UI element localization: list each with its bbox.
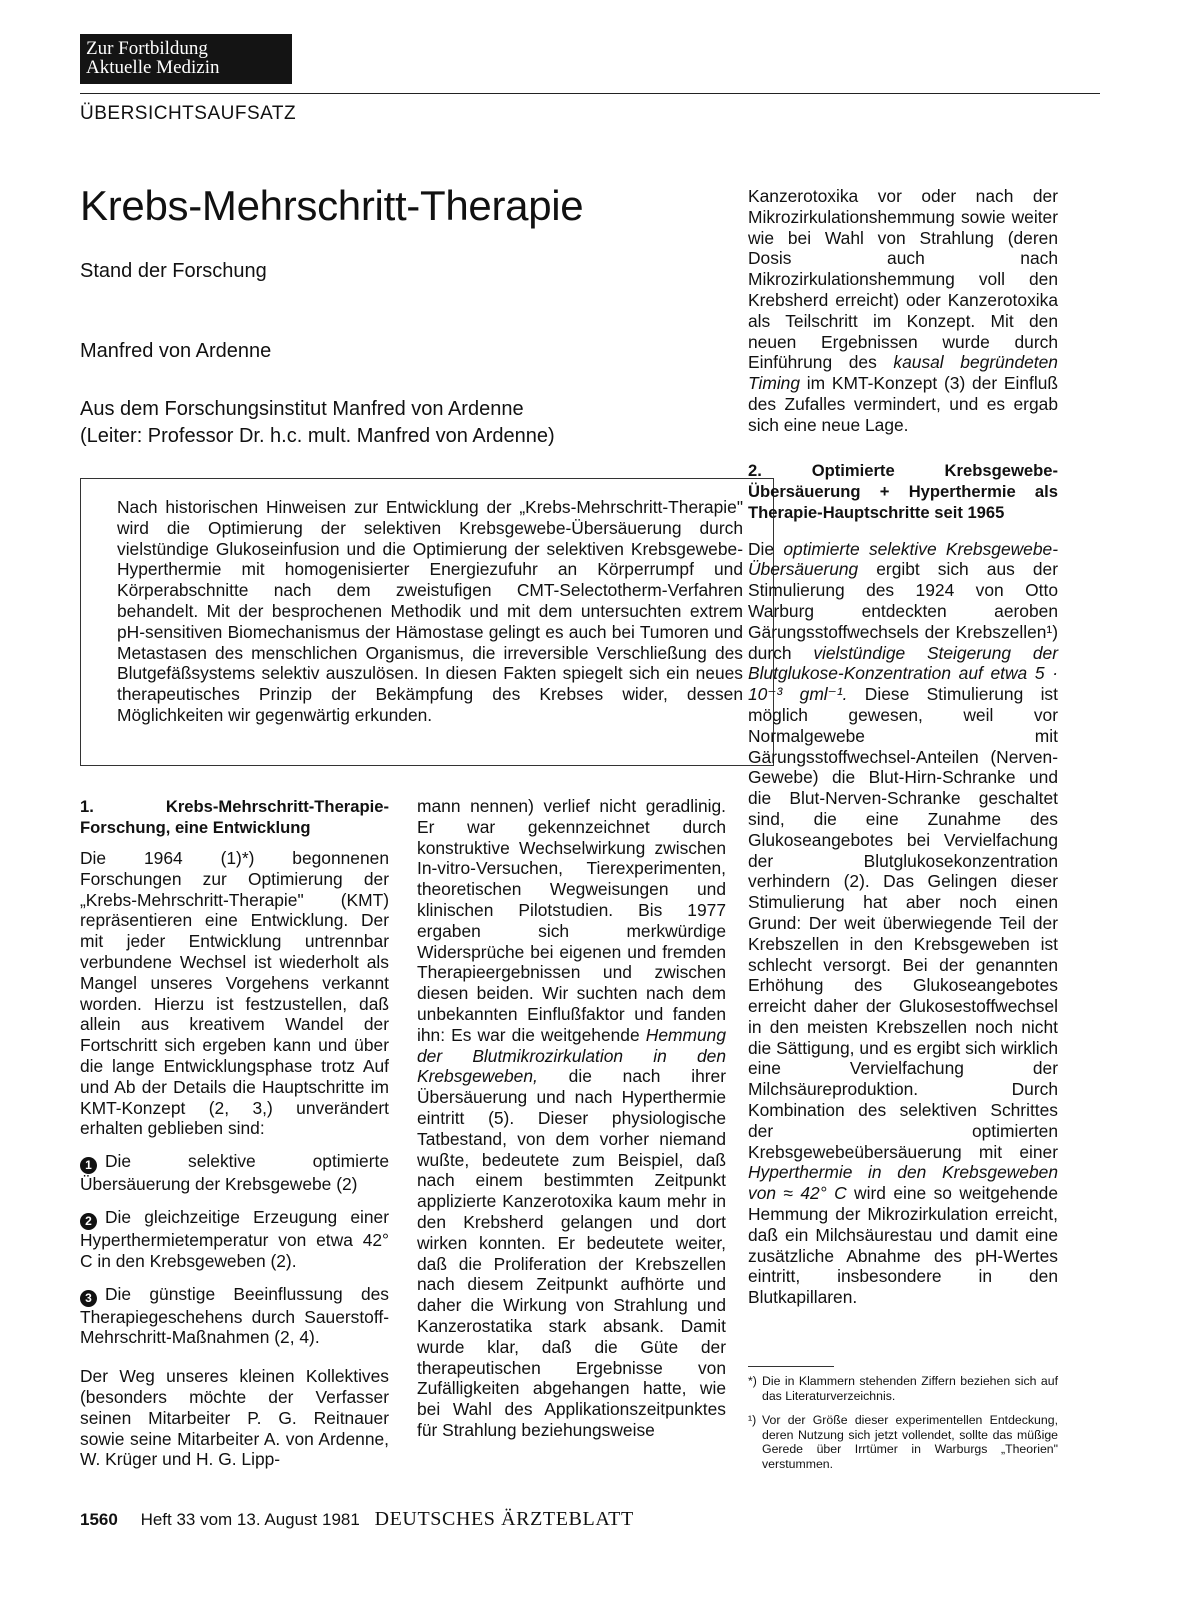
affiliation-line2: (Leiter: Professor Dr. h.c. mult. Manfred von Ardenne): [80, 425, 555, 447]
author-affiliation: [80, 396, 555, 450]
footnote-mark: *): [748, 1374, 757, 1388]
list-item-text: Die günstige Beeinflussung des Therapiegeschehens durch Sauerstoff-Mehrschritt-Maßnahmen (2, 4).: [80, 1283, 389, 1348]
list-item: [80, 1151, 389, 1195]
journal-name: DEUTSCHES ÄRZTEBLATT: [374, 1508, 634, 1530]
number-badge-icon: 1: [80, 1157, 97, 1174]
list-item-text: Die gleichzeitige Erzeugung einer Hyperthermietemperatur von etwa 42° C in den Krebsgeweben (2).: [80, 1206, 389, 1271]
header-rule: [80, 93, 1100, 94]
section1-paragraph1: Die 1964 (1)*) begonnenen Forschungen zur Optimierung der „Krebs-Mehrschritt-Therapie" (KMT) repräsentieren eine Entwicklung. Der mit jeder Entwicklung untrennbar verbundene Wechsel ist wiederholt als Mangel unseres Vorgehens verkannt worden. Hierzu ist festzustellen, daß allein aus kreativem Wandel der Fortschritt sich ergeben kann und über die lange Entwicklungsphase trotz Auf und Ab der Details die Hauptschritte im KMT-Konzept (2, 3,) unverändert erhalten geblieben sind:: [80, 848, 389, 1139]
text-run: Diese Stimulierung ist möglich gewesen, weil vor Normalgewebe mit Gärungsstoffwechsel-Anteilen (Nerven-Gewebe) die Blut-Hirn-Schranke und die Blut-Nerven-Schranke geschaltet sind, die eine Zunahme des Glukoseangebotes bei Vervielfachung der Blutglukosekonzentration verhindern (2). Das Gelingen dieser Stimulierung hat aber noch einen Grund: Der weit überwiegende Teil der Krebszellen in den Krebsgeweben ist schlecht versorgt. Bei der genannten Erhöhung des Glukoseangebotes erreicht daher der Glukosestoffwechsel in den meisten Krebszellen noch nicht die Sättigung, und es ergibt sich wirklich eine Vervielfachung der Milchsäureproduktion. Durch Kombination des selektiven Schrittes der optimierten Krebsgewebeübersäuerung mit einer: [748, 684, 1058, 1162]
footnotes: [748, 1374, 1058, 1481]
emphasis-text: vielstündige Steigerung der Blutglukose-Konzentration auf etwa 5 · 10⁻³ gml⁻¹.: [748, 642, 1058, 705]
issue-info: Heft 33 vom 13. August 1981: [140, 1510, 360, 1529]
text-run: Kanzerotoxika vor oder nach der Mikrozirkulationshemmung sowie weiter wie bei Wahl von Strahlung (deren Dosis auch nach Mikrozirkulationshemmung voll den Krebsherd erreicht) oder Kanzerotoxika als Teilschritt im Konzept. Mit den neuen Ergebnissen wurde durch Einführung des: [748, 186, 1058, 373]
text-run: die nach ihrer Übersäuerung und nach Hyperthermie eintritt (5). Dieser physiologische Tatbestand, von dem vorher niemand wußte, bedeutete zum Beispiel, daß nach einem bestimmten Zeitpunkt applizierte Kanzerotoxika kaum mehr in den Krebsherd gelangen und dort wirken konnten. Er bedeutete weiter, daß die Proliferation der Krebszellen nach diesem Zeitpunkt aufhörte und daher die Wirkung von Strahlung und Kanzerostatika stark absank. Damit wurde klar, daß die Güte der therapeutischen Ergebnisse von Zufälligkeiten abgehangen hatte, wie bei Wahl des Applikationszeitpunktes für Strahlung beziehungsweise: [417, 1066, 726, 1440]
emphasis-text: Hemmung der Blutmikrozirkulation in den Krebsgeweben,: [417, 1024, 726, 1087]
series-label-line1: Zur Fortbildung: [86, 38, 208, 59]
section2-heading: 2. Optimierte Krebsgewebe-Übersäuerung + Hyperthermie als Therapie-Hauptschritte seit 1965: [748, 460, 1058, 522]
section2-paragraph: [748, 539, 1058, 1308]
emphasis-text: Hyperthermie in den Krebsgeweben von ≈ 42° C: [748, 1162, 1058, 1204]
series-label-box: [80, 34, 292, 84]
article-subtitle: Stand der Forschung: [80, 260, 267, 282]
text-run: ergibt sich aus der Stimulierung des 1924 von Otto Warburg entdeckten aeroben Gärungsstoffwechsels der Krebszellen¹) durch: [748, 559, 1058, 663]
list-item: [80, 1284, 389, 1349]
text-run: mann nennen) verlief nicht geradlinig. Er war gekennzeichnet durch konstruktive Wechselwirkung zwischen In-vitro-Versuchen, Tierexperimenten, theoretischen Wegweisungen und klinischen Pilotstudien. Bis 1977 ergaben sich merkwürdige Widersprüche bei eigenen und fremden Therapieergebnissen und zwischen diesen beiden. Wir suchten nach dem unbekannten Einflußfaktor und fanden ihn: Es war die weitgehende: [417, 796, 726, 1045]
emphasis-text: kausal begründeten Timing: [748, 352, 1058, 394]
article-author: Manfred von Ardenne: [80, 340, 272, 362]
number-badge-icon: 2: [80, 1213, 97, 1230]
section1-continuation: [417, 796, 726, 1441]
section-kind: ÜBERSICHTSAUFSATZ: [80, 103, 297, 124]
section1-paragraph2: Der Weg unseres kleinen Kollektives (besonders möchte der Verfasser seinen Mitarbeiter P. G. Reitnauer sowie seine Mitarbeiter A. von Ardenne, W. Krüger und H. G. Lipp-: [80, 1366, 389, 1470]
section1-heading: 1. Krebs-Mehrschritt-Therapie-Forschung, eine Entwicklung: [80, 797, 389, 837]
footnote-text: Vor der Größe dieser experimentellen Entdeckung, deren Nutzung sich jetzt vollendet, sollte das müßige Gerede über Irrtümer in Warburgs „Theorien" verstummen.: [762, 1413, 1058, 1471]
number-badge-icon: 3: [80, 1290, 97, 1307]
column-right: [748, 186, 1058, 1308]
series-label-line2: Aktuelle Medizin: [86, 57, 220, 78]
abstract-text: Nach historischen Hinweisen zur Entwicklung der „Krebs-Mehrschritt-Therapie" wird die Optimierung der selektiven Krebsgewebe-Übersäuerung durch vielstündige Glukoseinfusion und die Optimierung der selektiven Krebsgewebe-Hyperthermie mit homogenisierter Energiezufuhr an Körperrumpf und Körperabschnitte nach dem zweistufigen CMT-Selectotherm-Verfahren behandelt. Mit der besprochenen Methodik und mit dem untersuchten extrem pH-sensitiven Biomechanismus der Hämostase gelingt es auch bei Tumoren und Metastasen des menschlichen Organismus, die irreversible Verschließung des Blutgefäßsystems selektiv auszulösen. In diesen Fakten spiegelt sich ein neues therapeutisches Prinzip der Bekämpfung des Krebses wider, dessen Möglichkeiten wir gegenwärtig erkunden.: [117, 497, 743, 725]
footnote-rule: [748, 1366, 834, 1367]
article-title: Krebs-Mehrschritt-Therapie: [80, 182, 584, 229]
footnote-mark: ¹): [748, 1413, 757, 1427]
list-item-text: Die selektive optimierte Übersäuerung der Krebsgewebe (2): [80, 1151, 389, 1195]
emphasis-text: optimierte selektive Krebsgewebe-Übersäuerung: [748, 538, 1058, 580]
text-run: wird eine so weitgehende Hemmung der Mikrozirkulation erreicht, daß ein Milchsäurestau und damit eine zusätzliche Abnahme des pH-Wertes eintritt, insbesondere in den Blutkapillaren.: [748, 1183, 1058, 1308]
section1-conclusion: [748, 186, 1058, 436]
footnote-text: Die in Klammern stehenden Ziffern beziehen sich auf das Literaturverzeichnis.: [762, 1374, 1058, 1403]
affiliation-line1: Aus dem Forschungsinstitut Manfred von Ardenne: [80, 398, 524, 420]
footnote: [748, 1413, 1058, 1471]
footnote: [748, 1374, 1058, 1403]
text-run: im KMT-Konzept (3) der Einfluß des Zufalles vermindert, und es ergab sich eine neue Lage.: [748, 373, 1058, 435]
list-item: [80, 1207, 389, 1272]
page-number: 1560: [80, 1510, 118, 1529]
abstract-box: [80, 478, 774, 766]
page-footer: [80, 1508, 634, 1531]
column-left: [80, 796, 389, 1470]
text-run: Die: [748, 538, 775, 559]
column-middle: [417, 796, 726, 1441]
